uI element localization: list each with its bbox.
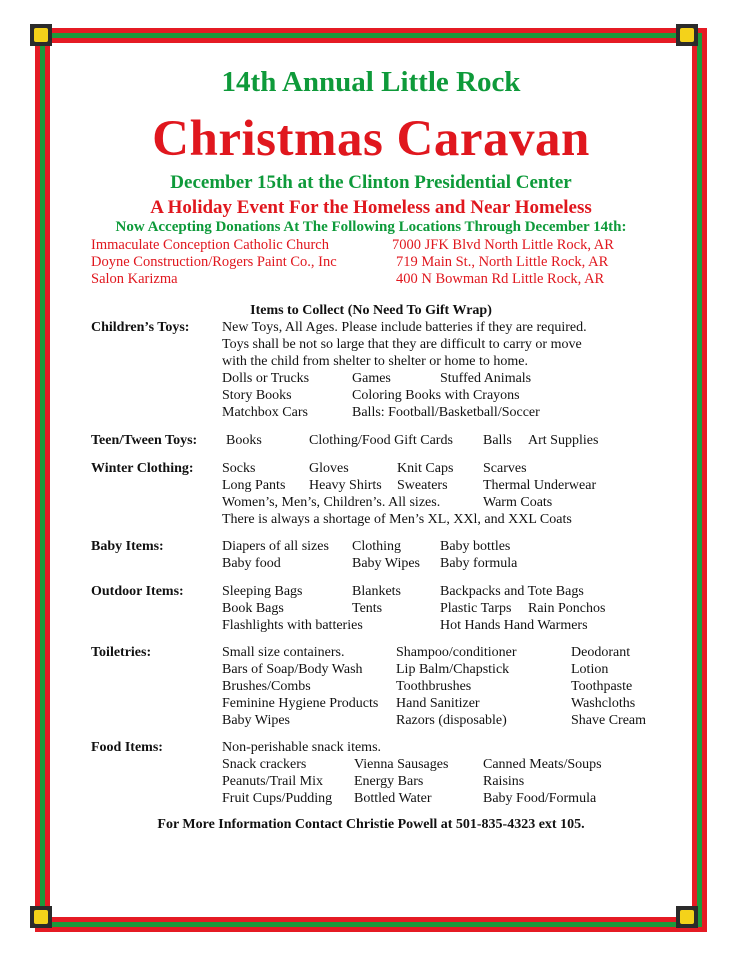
item-text: Deodorant	[571, 645, 631, 660]
location-name: Immaculate Conception Catholic Church	[91, 237, 329, 253]
item-text: Sleeping Bags	[222, 584, 303, 599]
item-text: Shampoo/conditioner	[396, 645, 517, 660]
item-text: Energy Bars	[354, 774, 424, 789]
item-text: with the child from shelter to shelter or home to home.	[222, 354, 528, 369]
corner-ornament-icon	[30, 906, 52, 928]
category-label: Outdoor Items:	[91, 584, 184, 599]
item-text: Sweaters	[397, 478, 448, 493]
item-text: Diapers of all sizes	[222, 539, 329, 554]
category-label: Winter Clothing:	[91, 461, 194, 476]
item-text: Baby food	[222, 556, 281, 571]
item-text: Plastic Tarps	[440, 601, 512, 616]
event-subtitle: 14th Annual Little Rock	[221, 66, 521, 98]
item-text: Clothing	[352, 539, 402, 554]
item-text: Fruit Cups/Pudding	[222, 791, 333, 806]
category-label: Children’s Toys:	[91, 320, 190, 335]
item-text: Vienna Sausages	[354, 757, 449, 772]
item-text: New Toys, All Ages. Please include batteries if they are required.	[222, 320, 587, 335]
location-address: 7000 JFK Blvd North Little Rock, AR	[392, 237, 614, 253]
item-text: Lotion	[571, 662, 609, 677]
event-title: Christmas Caravan	[152, 111, 590, 167]
item-text: Backpacks and Tote Bags	[440, 584, 584, 599]
item-text: Hot Hands Hand Warmers	[440, 618, 588, 633]
item-text: There is always a shortage of Men’s XL, XXl, and XXL Coats	[222, 512, 572, 527]
item-text: Bars of Soap/Body Wash	[222, 662, 363, 677]
item-text: Brushes/Combs	[222, 679, 311, 694]
category-label: Teen/Tween Toys:	[91, 433, 198, 448]
corner-ornament-icon	[676, 906, 698, 928]
corner-ornament-icon	[30, 24, 52, 46]
location-address: 719 Main St., North Little Rock, AR	[396, 254, 609, 270]
item-text: Bottled Water	[354, 791, 432, 806]
item-text: Long Pants	[222, 478, 286, 493]
item-text: Hand Sanitizer	[396, 696, 480, 711]
item-text: Baby Wipes	[352, 556, 421, 571]
item-text: Balls	[483, 433, 512, 448]
item-text: Matchbox Cars	[222, 405, 308, 420]
item-text: Thermal Underwear	[483, 478, 597, 493]
item-text: Socks	[222, 461, 256, 476]
item-text: Razors (disposable)	[396, 713, 507, 728]
event-date-location: December 15th at the Clinton Presidential Center	[170, 172, 572, 193]
item-text: Flashlights with batteries	[222, 618, 363, 633]
item-text: Books	[226, 433, 262, 448]
category-label: Baby Items:	[91, 539, 164, 554]
item-text: Shave Cream	[571, 713, 647, 728]
item-text: Games	[352, 371, 391, 386]
item-text: Washcloths	[571, 696, 636, 711]
item-text: Book Bags	[222, 601, 284, 616]
category-label: Toiletries:	[91, 645, 152, 660]
item-text: Stuffed Animals	[440, 371, 532, 386]
contact-info: For More Information Contact Christie Powell at 501-835-4323 ext 105.	[157, 817, 585, 832]
item-text: Baby Food/Formula	[483, 791, 597, 806]
item-text: Blankets	[352, 584, 401, 599]
item-text: Rain Ponchos	[528, 601, 606, 616]
item-text: Toys shall be not so large that they are difficult to carry or move	[222, 337, 582, 352]
item-text: Clothing/Food Gift Cards	[309, 433, 453, 448]
item-text: Baby Wipes	[222, 713, 291, 728]
item-text: Toothbrushes	[396, 679, 472, 694]
location-name: Doyne Construction/Rogers Paint Co., Inc	[91, 254, 337, 270]
items-title: Items to Collect (No Need To Gift Wrap)	[250, 303, 492, 318]
item-text: Peanuts/Trail Mix	[222, 774, 323, 789]
item-text: Snack crackers	[222, 757, 307, 772]
category-label: Food Items:	[91, 740, 163, 755]
item-text: Gloves	[309, 461, 349, 476]
item-text: Dolls or Trucks	[222, 371, 310, 386]
item-text: Small size containers.	[222, 645, 345, 660]
item-text: Balls: Football/Basketball/Soccer	[352, 405, 540, 420]
item-text: Feminine Hygiene Products	[222, 696, 379, 711]
item-text: Heavy Shirts	[309, 478, 382, 493]
item-text: Women’s, Men’s, Children’s. All sizes.	[222, 495, 441, 510]
item-text: Tents	[352, 601, 383, 616]
corner-ornament-icon	[676, 24, 698, 46]
item-text: Baby formula	[440, 556, 518, 571]
item-text: Warm Coats	[483, 495, 553, 510]
location-name: Salon Karizma	[91, 271, 178, 287]
donation-intro: Now Accepting Donations At The Following Locations Through December 14th:	[115, 219, 627, 235]
item-text: Scarves	[483, 461, 527, 476]
item-text: Story Books	[222, 388, 292, 403]
item-text: Lip Balm/Chapstick	[396, 662, 510, 677]
item-text: Non-perishable snack items.	[222, 740, 382, 755]
item-text: Coloring Books with Crayons	[352, 388, 520, 403]
item-text: Knit Caps	[397, 461, 454, 476]
location-address: 400 N Bowman Rd Little Rock, AR	[396, 271, 605, 287]
item-text: Raisins	[483, 774, 525, 789]
item-text: Baby bottles	[440, 539, 511, 554]
item-text: Canned Meats/Soups	[483, 757, 602, 772]
item-text: Art Supplies	[528, 433, 599, 448]
item-text: Toothpaste	[571, 679, 633, 694]
event-tagline: A Holiday Event For the Homeless and Near Homeless	[150, 197, 592, 218]
